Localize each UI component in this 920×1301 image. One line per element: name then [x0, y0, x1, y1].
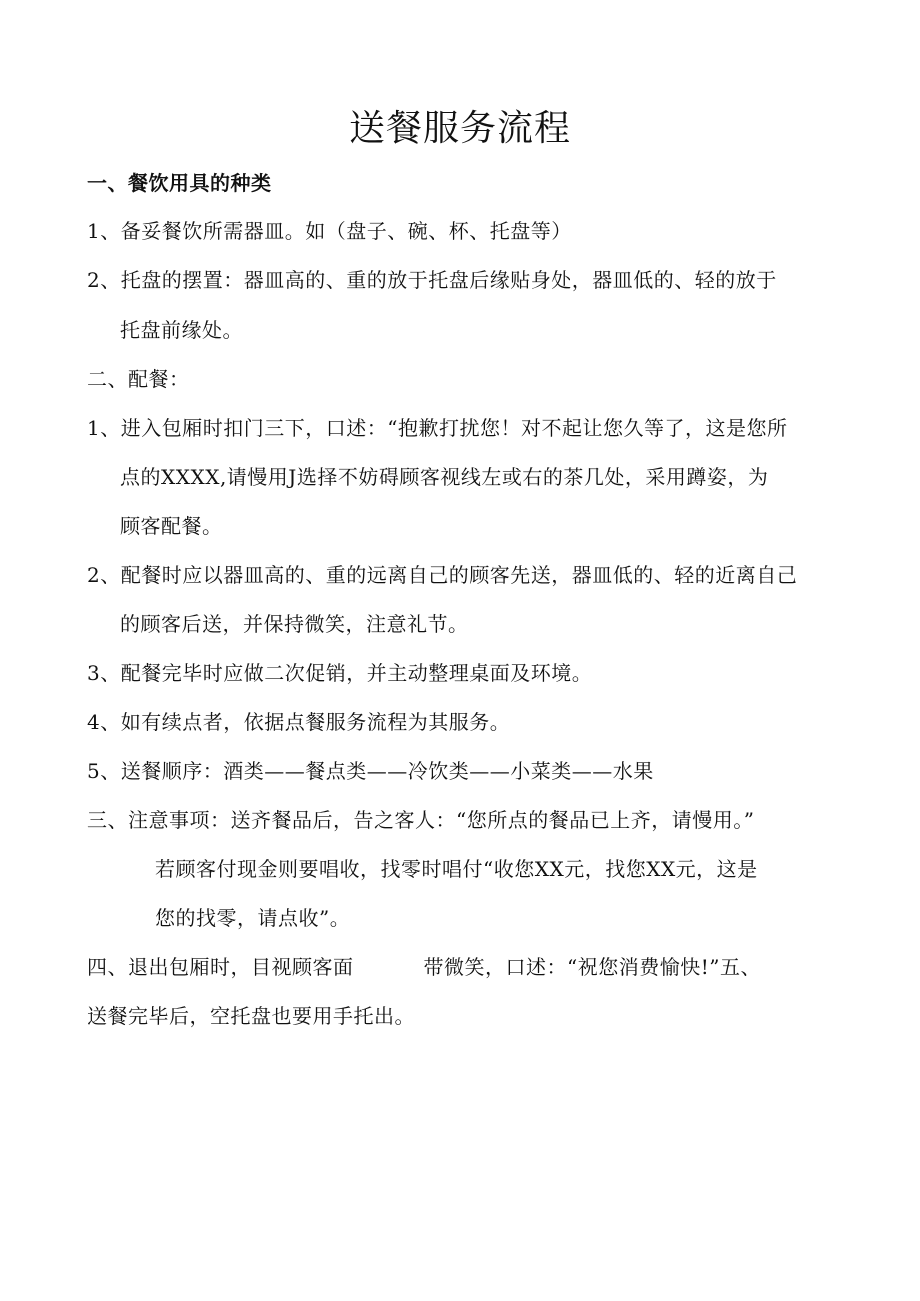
section-2-item-1-line-3: 顾客配餐。	[120, 514, 223, 538]
section-1-item-1: 1、备妥餐饮所需器皿。如（盘子、碗、杯、托盘等）	[87, 219, 572, 243]
section-3-line-3: 您的找零，请点收”。	[155, 906, 351, 930]
section-2-item-4: 4、如有续点者，依据点餐服务流程为其服务。	[87, 710, 511, 734]
section-3-line-1: 三、注意事项：送齐餐品后，告之客人：“您所点的餐品已上齐，请慢用。”	[87, 808, 755, 832]
section-2-heading: 二、配餐：	[87, 367, 190, 391]
section-1-item-2-line-2: 托盘前缘处。	[120, 318, 243, 342]
section-2-item-5: 5、送餐顺序：酒类——餐点类——冷饮类——小菜类——水果	[87, 759, 654, 783]
section-4-line-1	[87, 952, 761, 982]
section-3-line-2: 若顾客付现金则要唱收，找零时唱付“收您XX元，找您XX元，这是	[155, 857, 758, 881]
section-4-line-2: 送餐完毕后，空托盘也要用手托出。	[87, 1004, 415, 1028]
section-4-line-1-part-1: 四、退出包厢时，目视顾客面	[87, 955, 354, 979]
section-2-item-1-line-1: 1、进入包厢时扣门三下，口述：“抱歉打扰您！对不起让您久等了，这是您所	[87, 416, 788, 440]
section-1-heading: 一、餐饮用具的种类	[87, 171, 272, 195]
section-4-line-1-part-2: 带微笑，口述：“祝您消费愉快!”五、	[423, 955, 761, 979]
section-2-item-2-line-1: 2、配餐时应以器皿高的、重的远离自己的顾客先送，器皿低的、轻的近离自己	[87, 563, 798, 587]
section-2-item-1-line-2: 点的XXXX,请慢用J选择不妨碍顾客视线左或右的茶几处，采用蹲姿，为	[120, 465, 769, 489]
section-1-item-2-line-1: 2、托盘的摆置：器皿高的、重的放于托盘后缘贴身处，器皿低的、轻的放于	[87, 268, 777, 292]
section-2-item-3: 3、配餐完毕时应做二次促销，并主动整理桌面及环境。	[87, 661, 593, 685]
section-2-item-2-line-2: 的顾客后送，并保持微笑，注意礼节。	[120, 612, 469, 636]
document-title: 送餐服务流程	[348, 108, 571, 149]
